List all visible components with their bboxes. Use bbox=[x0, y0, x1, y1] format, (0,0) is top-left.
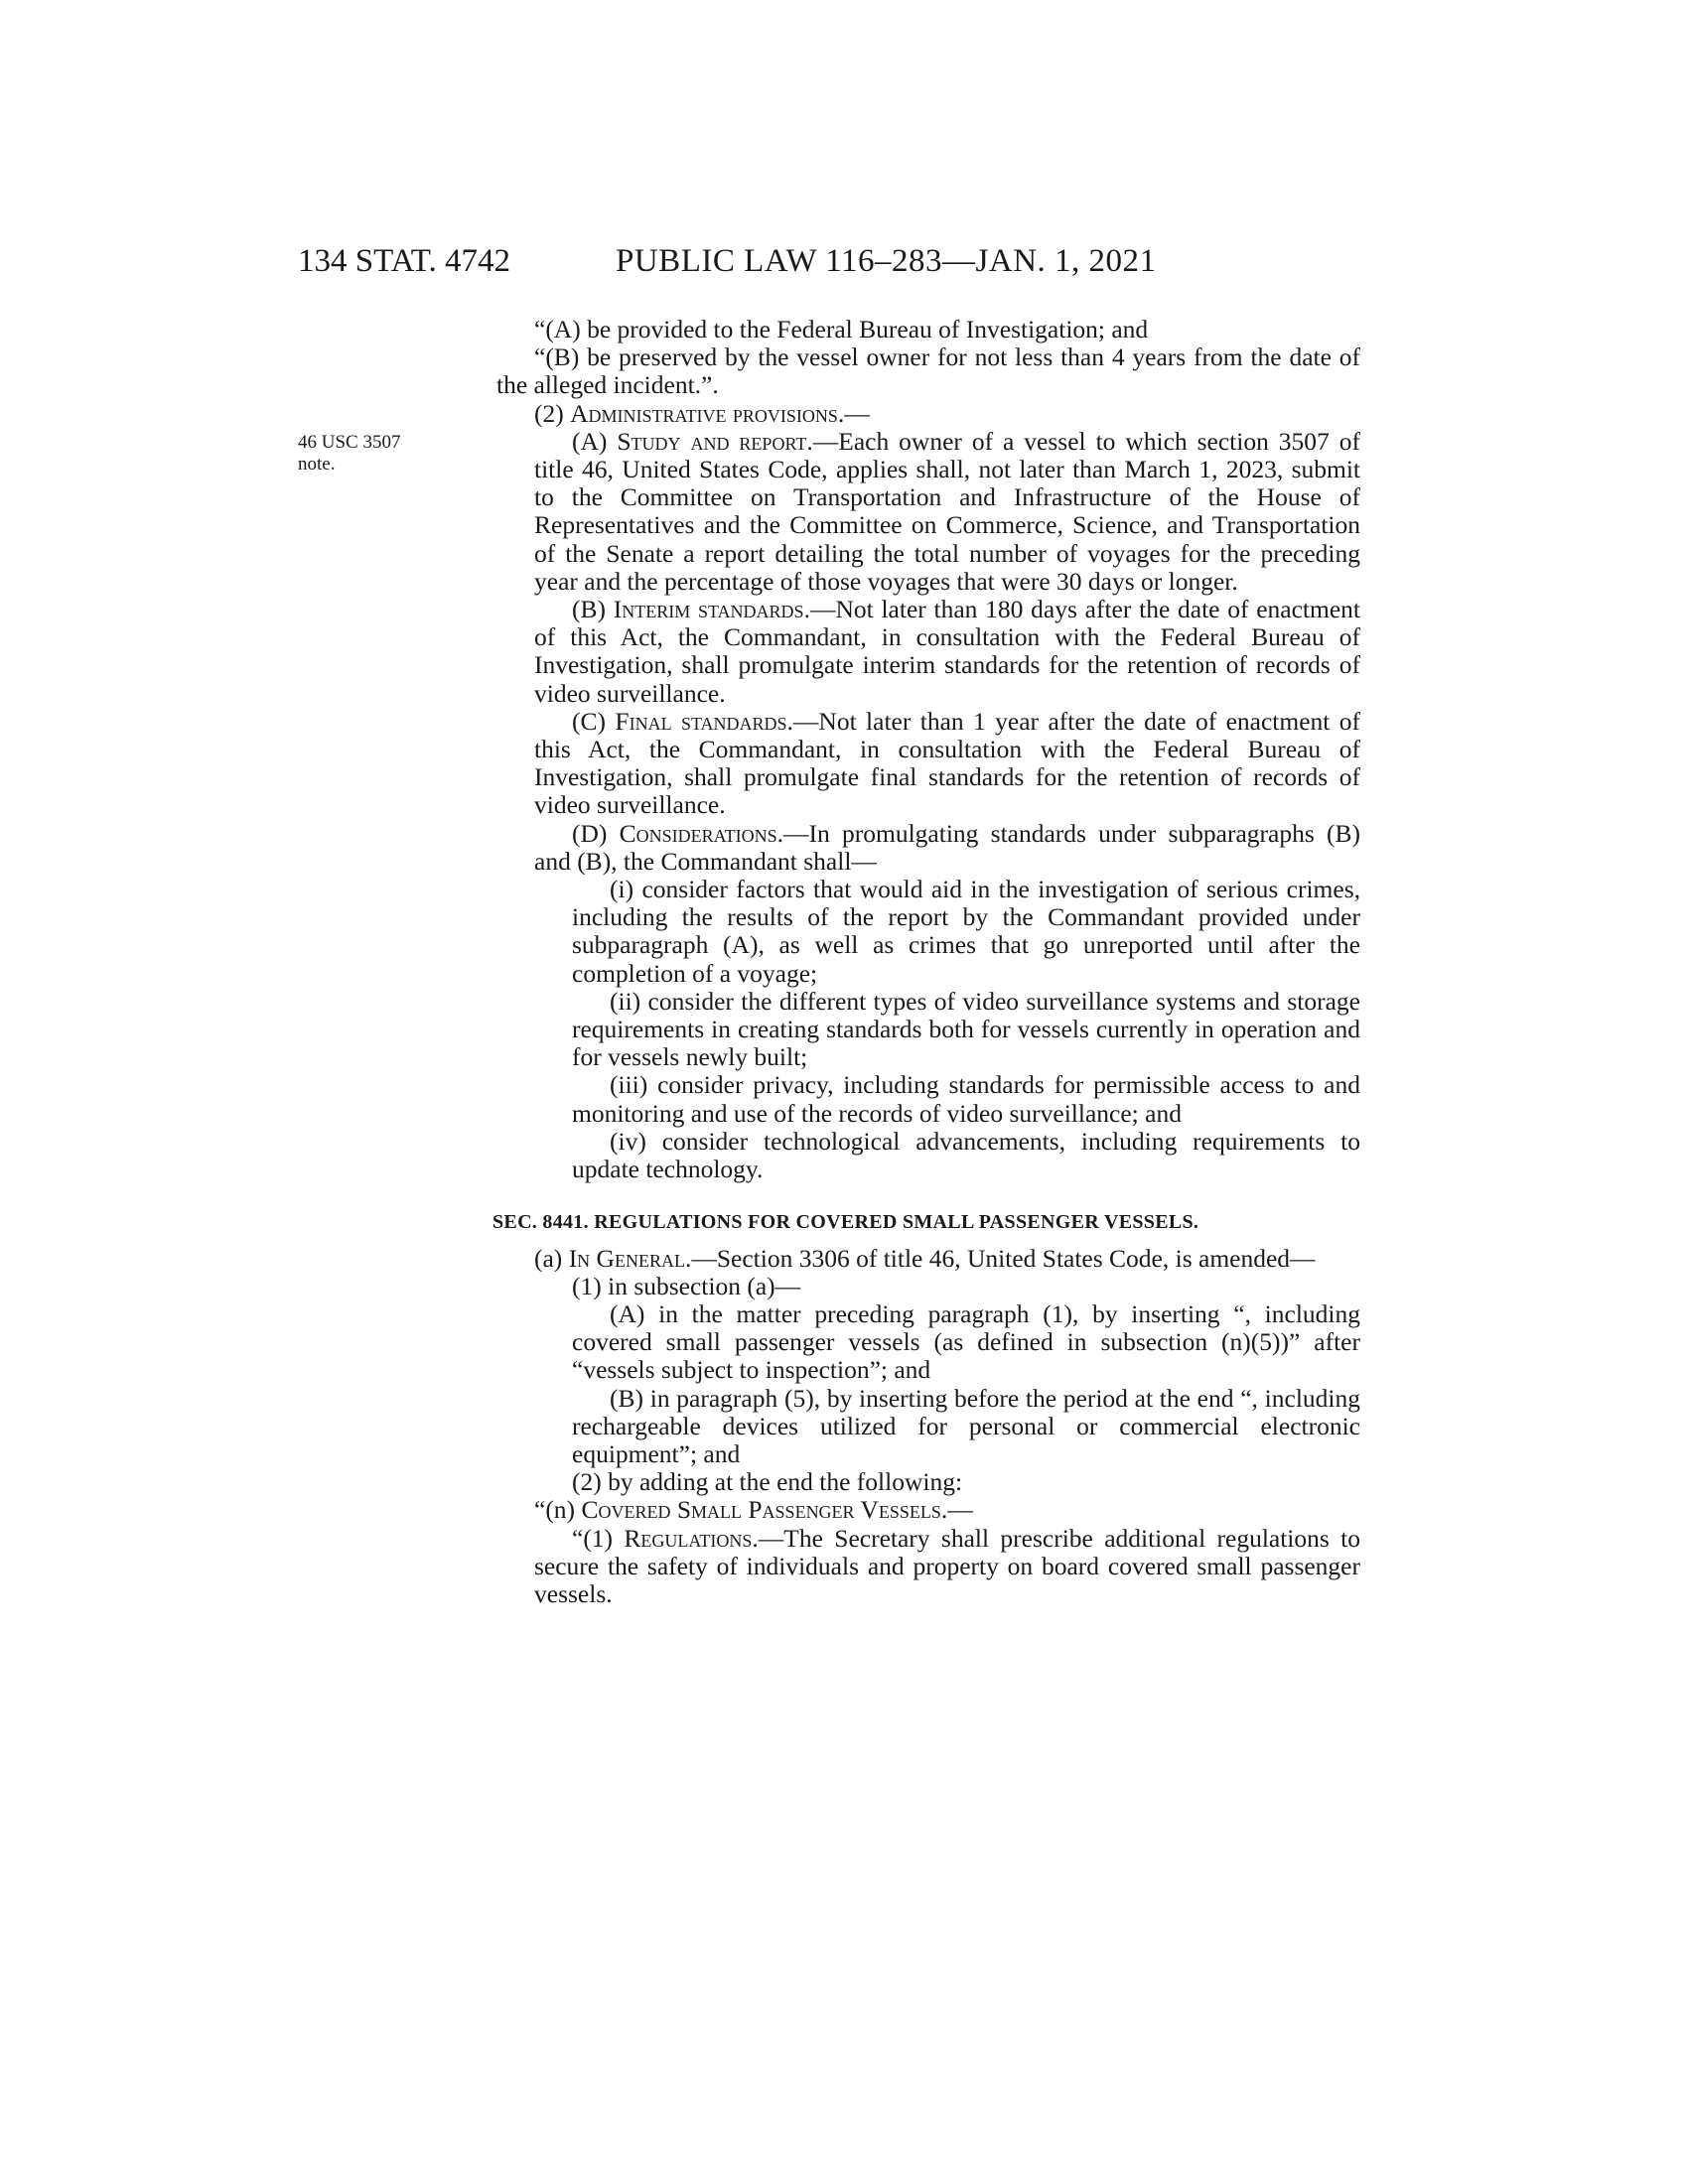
subparagraph-D-considerations: (D) Considerations.—In promulgating standards under subparagraphs (B) and (B), the Commandant shall— bbox=[534, 818, 1360, 876]
document-body bbox=[492, 315, 1361, 1608]
page-header bbox=[298, 243, 1360, 293]
paragraph-2-administrative: (2) Administrative provisions.— bbox=[534, 398, 870, 428]
section-item-1A: (A) in the matter preceding paragraph (1), by inserting “, including covered small passenger vessels (as defined in subsection (n)(5))” after “vessels subject to inspection”; and bbox=[572, 1298, 1360, 1385]
section-a-general: (a) In General.—Section 3306 of title 46, United States Code, is amended— bbox=[534, 1243, 1316, 1273]
clause-iii: (iii) consider privacy, including standards for permissible access to and monitoring and use of the records of video surveillance; and bbox=[572, 1070, 1360, 1128]
subparagraph-B-interim: (B) Interim standards.—Not later than 180 days after the date of enactment of this Act, the Commandant, in consultation with the Federal Bureau of Investigation, shall promulgate interim standards for the retention of records of video surveillance. bbox=[534, 595, 1361, 708]
margin-note-suffix: note. bbox=[298, 454, 336, 475]
margin-note-citation: 46 USC 3507 bbox=[298, 432, 401, 453]
paragraph-A-quoted: “(A) be provided to the Federal Bureau of Investigation; and bbox=[534, 315, 1149, 343]
subsection-n-1-regulations: “(1) Regulations.—The Secretary shall prescribe additional regulations to secure the safety of individuals and property on board covered small passenger vessels. bbox=[534, 1523, 1360, 1608]
section-item-2: (2) by adding at the end the following: bbox=[572, 1467, 963, 1497]
subparagraph-A-study: (A) Study and report.—Each owner of a vessel to which section 3507 of title 46, United States Code, applies shall, not later than March 1, 2023, submit to the Committee on Transportation and Infrastructure of the House of Representatives and the Committee on Commerce, Science, and Transportation of the Senate a report detailing the total number of voyages for the preceding year and the percentage of those voyages that were 30 days or longer. bbox=[534, 426, 1360, 596]
running-title: PUBLIC LAW 116–283—JAN. 1, 2021 bbox=[616, 243, 1157, 279]
paragraph-B-quoted: “(B) be preserved by the vessel owner for not less than 4 years from the date of the alleged incident.”. bbox=[496, 342, 1360, 400]
section-item-1: (1) in subsection (a)— bbox=[572, 1271, 801, 1300]
statute-page-number: 134 STAT. 4742 bbox=[298, 243, 511, 279]
section-item-1B: (B) in paragraph (5), by inserting before the period at the end “, including rechargeable devices utilized for personal or commercial electronic equipment”; and bbox=[572, 1383, 1360, 1468]
subparagraph-C-final: (C) Final standards.—Not later than 1 year after the date of enactment of this Act, the Commandant, in consultation with the Federal Bureau of Investigation, shall promulgate final standards for the retention of records of video surveillance. bbox=[534, 706, 1360, 820]
subsection-n-heading: “(n) Covered Small Passenger Vessels.— bbox=[534, 1495, 973, 1525]
clause-ii: (ii) consider the different types of video surveillance systems and storage requirements in creating standards both for vessels currently in operation and for vessels newly built; bbox=[572, 986, 1360, 1072]
clause-iv: (iv) consider technological advancements, including requirements to update technology. bbox=[572, 1126, 1360, 1184]
section-heading: SEC. 8441. REGULATIONS FOR COVERED SMALL PASSENGER VESSELS. bbox=[492, 1211, 1199, 1234]
margin-note bbox=[298, 432, 400, 476]
clause-i: (i) consider factors that would aid in the investigation of serious crimes, including the results of the report by the Commandant provided under subparagraph (A), as well as crimes that go unreported until after the completion of a voyage; bbox=[572, 875, 1360, 988]
